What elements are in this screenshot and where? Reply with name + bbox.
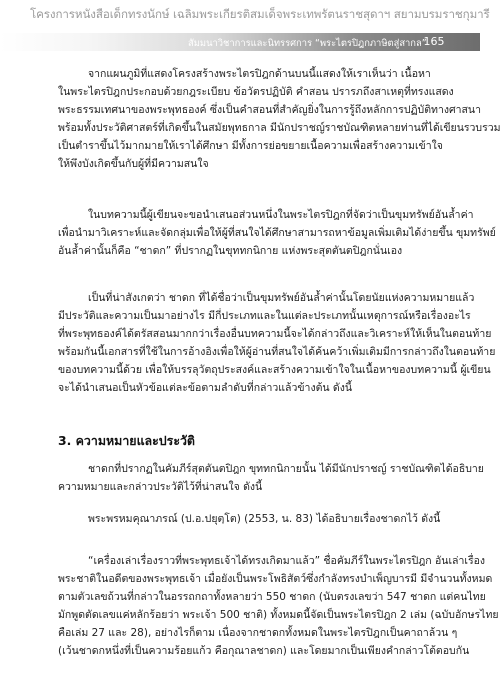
text-line: ความหมายและกล่าวประวัติไว้ที่น่าสนใจ ดังนี้ (58, 481, 263, 493)
text-line: ชาดกที่ปรากฏในคัมภีร์สุตตันตปิฎก ขุททกนิกายนั้น ได้มีนักปราชญ์ ราชบัณฑิตได้อธิบาย (88, 463, 484, 475)
text-line: “เครื่องเล่าเรื่องราวที่พระพุทธเจ้าได้ทรงเกิดมาแล้ว” ชื่อคัมภีร์ในพระไตรปิฎก อันเล่าเรื่อง (88, 555, 486, 567)
text-line: พระชาติในอดีตของพระพุทธเจ้า เมื่อยังเป็นพระโพธิสัตว์ซึ่งกำลังทรงบำเพ็ญบารมี มีจำนวนทั้งหมด (58, 573, 493, 585)
text-line: พระพรหมคุณาภรณ์ (ป.อ.ปยุตฺโต) (2553, น. 83) ได้อธิบายเรื่องชาดกไว้ ดังนี้ (88, 513, 441, 525)
text-line: อันล้ำค่านั้นก็คือ “ชาดก” ที่ปรากฏในขุททกนิกาย แห่งพระสุตตันตปิฎกนั่นเอง (58, 245, 403, 257)
paragraph-2 (58, 206, 496, 260)
text-line: พร้อมทั้งประวัติศาสตร์ที่เกิดขึ้นในสมัยพุทธกาล มีนักปราชญ์ราชบัณฑิตหลายท่านที่ได้เขียนรวบรวม (58, 122, 501, 134)
text-line: เป็นที่น่าสังเกตว่า ชาดก ที่ได้ชื่อว่าเป็นขุมทรัพย์อันล้ำค่านั้นโดยนัยแห่งความหมายแล้ว (88, 292, 475, 304)
section-heading: 3. ความหมายและประวัติ (58, 433, 195, 448)
text-line: ในพระไตรปิฎกประกอบด้วยกฎระเบียบ ข้อวัตรปฏิบัติ คำสอน ปรารภถึงสาเหตุที่ทรงแสดง (58, 86, 454, 98)
paragraph-1 (58, 65, 501, 173)
text-line: มักพูดตัดเลขแค่หลักร้อยว่า พระเจ้า 500 ชาติ) ทั้งหมดนี้จัดเป็นพระไตรปิฎก 2 เล่ม (ฉบับอักษรไทย (58, 609, 499, 621)
text-line: ให้พึงบังเกิดขึ้นกับผู้ที่มีความสนใจ (58, 158, 209, 170)
header-title: สัมมนาวิชาการและนิทรรศการ “พระไตรปิฎกภาษิตสู่สากล” (188, 38, 427, 49)
text-line: ที่พระพุทธองค์ได้ตรัสสอนมากกว่าเรื่องอื่นบทความนี้จะได้กล่าวถึงและวิเคราะห์ให้เห็นในตอนท้าย (58, 328, 492, 340)
text-line: เป็นตำราขึ้นไว้มากมายให้เราได้ศึกษา มีทั้งการย่อขยายเนื้อความเพื่อสร้างความเข้าใจ (58, 140, 443, 152)
text-line: ตามตัวเลขถ้วนที่กล่าวในอรรถกถาทั้งหลายว่า 550 ชาดก (นับตรงเลขว่า 547 ชาดก แต่คนไทย (58, 591, 486, 603)
section-paragraph-2 (58, 510, 441, 528)
text-line: (เว้นชาดกหนึ่งที่เป็นความร้อยแก้ว คือกุณาลชาดก) และโดยมากเป็นเพียงคำกล่าวโต้ตอบกัน (58, 645, 470, 657)
text-line: ในบทความนี้ผู้เขียนจะขอนำเสนอส่วนหนึ่งในพระไตรปิฎกที่จัดว่าเป็นขุมทรัพย์อันล้ำค่า (88, 209, 474, 221)
text-line: คือเล่ม 27 และ 28), อย่างไรก็ตาม เนื่องจากชาดกทั้งหมดในพระไตรปิฎกเป็นคาถาล้วน ๆ (58, 627, 458, 639)
text-line: เพื่อนำมาวิเคราะห์และจัดกลุ่มเพื่อให้ผู้ที่สนใจได้ศึกษาสามารถหาข้อมูลเพิ่มเติมได้ง่ายขึ้น ขุมทรัพย์ (58, 227, 496, 239)
text-line: มีประวัติและความเป็นมาอย่างไร มีกี่ประเภทและในแต่ละประเภทนั้นเหตุการณ์หรือเรื่องอะไร (58, 310, 471, 322)
text-line: พระธรรมเทศนาของพระพุทธองค์ ซึ่งเป็นคำสอนที่สำคัญยิ่งในการรู้ถึงหลักการปฏิบัติทางศาสนา (58, 104, 482, 116)
text-line: ของบทความนี้ด้วย เพื่อให้บรรลุวัตถุประสงค์และสร้างความเข้าใจในเนื้อหาของบทความนี้ ผู้เขียน (58, 364, 491, 376)
section-paragraph-3 (58, 552, 499, 660)
text-line: พร้อมกันนี้เอกสารที่ใช้ในการอ้างอิงเพื่อให้ผู้อ่านที่สนใจได้ค้นคว้าเพิ่มเติมมีการกล่าวถึงในตอนท้าย (58, 346, 496, 358)
text-line: จากแผนภูมิที่แสดงโครงสร้างพระไตรปิฎกด้านบนนี้แสดงให้เราเห็นว่า เนื้อหา (88, 68, 431, 80)
paragraph-3 (58, 289, 496, 397)
running-title: โครงการหนังสือเด็กทรงนักษ์ เฉลิมพระเกียรติสมเด็จพระเทพรัตนราชสุดาฯ สยามบรมราชกุมารี (30, 7, 490, 21)
page-number: 165 (423, 35, 445, 48)
text-line: จะได้นำเสนอเป็นหัวข้อแต่ละข้อตามลำดับที่กล่าวแล้วข้างต้น ดังนี้ (58, 382, 353, 394)
section-paragraph-1 (58, 460, 484, 496)
